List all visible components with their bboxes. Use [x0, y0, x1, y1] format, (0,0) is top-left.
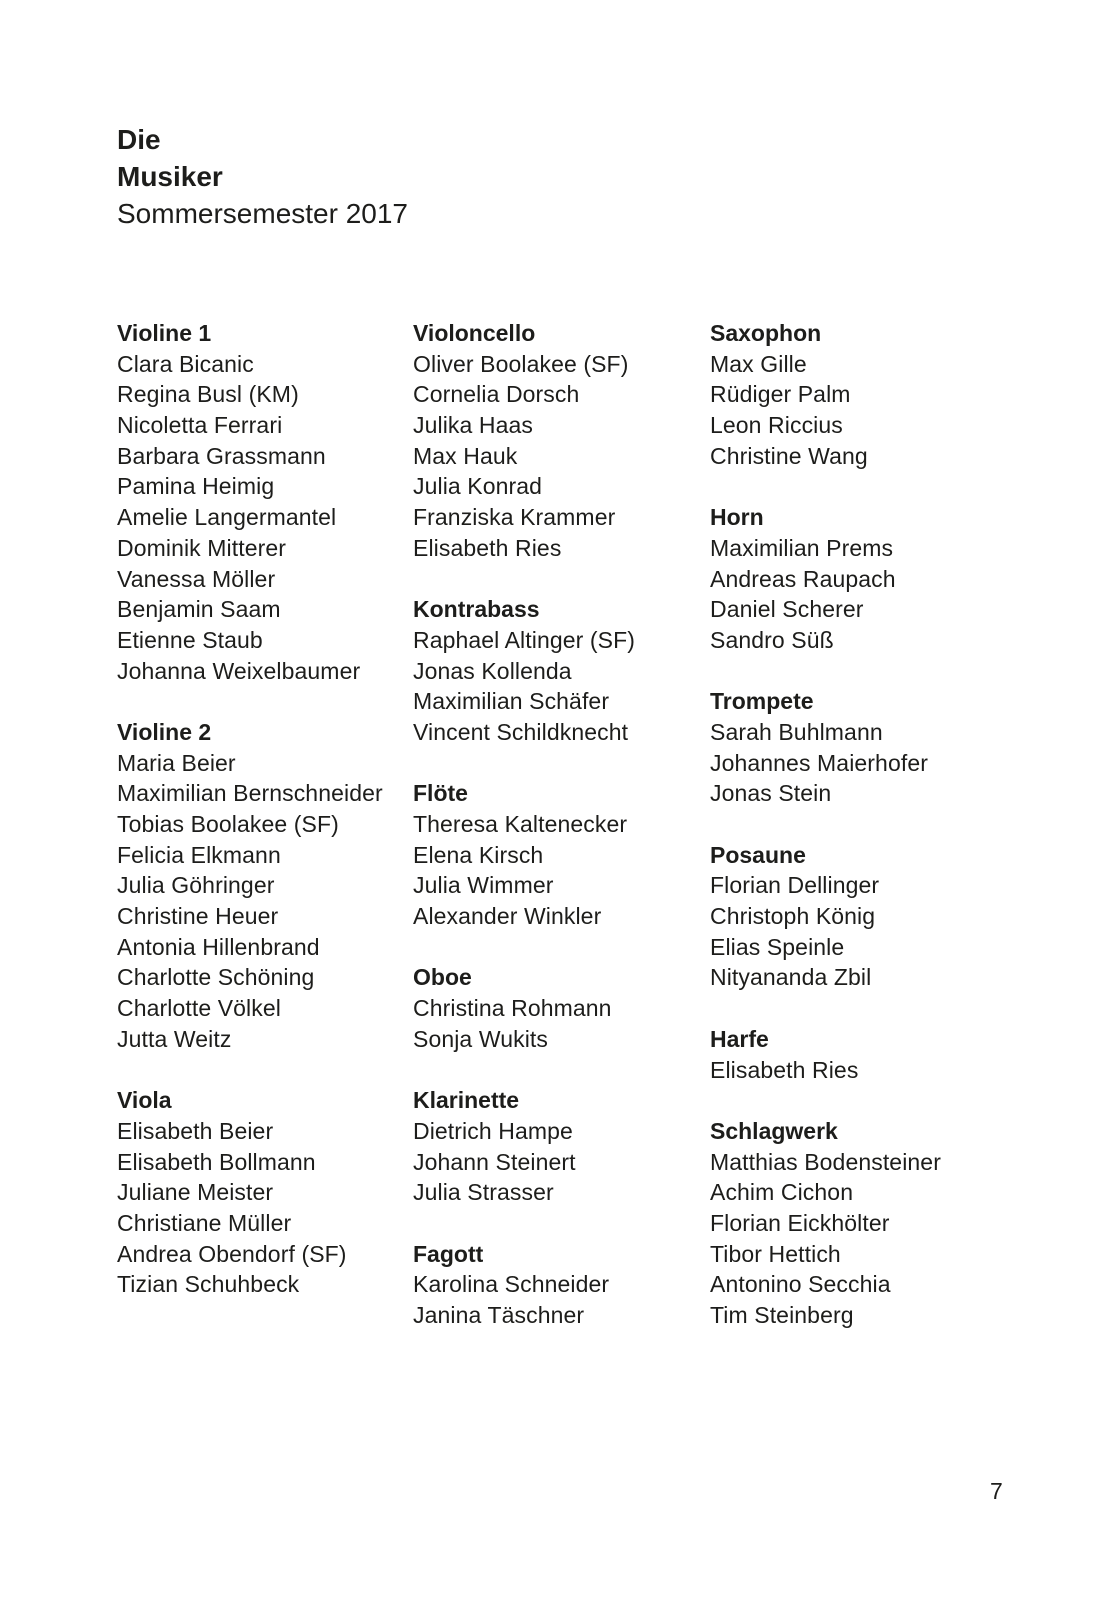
page-number: 7	[990, 1478, 1003, 1504]
section-title: Trompete	[710, 688, 814, 715]
member-name: Elisabeth Beier	[117, 1117, 274, 1144]
member-name: Johannes Maierhofer	[710, 749, 928, 776]
member-name: Christiane Müller	[117, 1209, 292, 1236]
member-name: Julia Göhringer	[117, 872, 275, 899]
section-title: Saxophon	[710, 320, 822, 346]
member-name: Janina Täschner	[413, 1302, 585, 1328]
section-title: Fagott	[413, 1240, 484, 1267]
instrument-section	[710, 1116, 1005, 1331]
section-title: Violoncello	[413, 320, 536, 346]
member-name: Dietrich Hampe	[413, 1117, 573, 1144]
member-name: Julia Strasser	[413, 1179, 554, 1206]
instrument-section	[413, 318, 708, 564]
title-line-2: Musiker	[117, 161, 223, 192]
section-title: Klarinette	[413, 1087, 520, 1114]
member-name: Tizian Schuhbeck	[117, 1271, 300, 1298]
member-name: Raphael Altinger (SF)	[413, 626, 635, 653]
member-name: Elias Speinle	[710, 933, 845, 960]
member-name: Johann Steinert	[413, 1148, 576, 1175]
member-name: Andreas Raupach	[710, 565, 896, 592]
member-name: Tobias Boolakee (SF)	[117, 811, 339, 837]
member-name: Sandro Süß	[710, 626, 834, 653]
instrument-section	[413, 1239, 708, 1331]
section-title: Schlagwerk	[710, 1117, 838, 1144]
instrument-section	[117, 318, 412, 686]
member-name: Charlotte Völkel	[117, 995, 281, 1022]
page-header	[117, 121, 408, 232]
instrument-section	[117, 1085, 412, 1300]
section-title: Viola	[117, 1087, 172, 1114]
section-title: Violine 1	[117, 320, 212, 346]
section-title: Kontrabass	[413, 596, 540, 623]
member-name: Oliver Boolakee (SF)	[413, 350, 629, 377]
section-title: Oboe	[413, 964, 472, 991]
member-name: Karolina Schneider	[413, 1271, 610, 1298]
member-name: Tim Steinberg	[710, 1302, 854, 1328]
member-name: Matthias Bodensteiner	[710, 1148, 941, 1175]
member-name: Alexander Winkler	[413, 903, 602, 930]
member-name: Rüdiger Palm	[710, 381, 851, 408]
instrument-section	[710, 1024, 1005, 1085]
instrument-section	[710, 318, 1005, 471]
member-name: Christine Wang	[710, 442, 868, 469]
column-1	[117, 318, 412, 1300]
member-name: Sonja Wukits	[413, 1025, 548, 1052]
section-title: Violine 2	[117, 718, 212, 745]
member-name: Antonia Hillenbrand	[117, 933, 320, 960]
member-name: Amelie Langermantel	[117, 504, 337, 531]
member-name: Benjamin Saam	[117, 596, 281, 623]
title-line-1: Die	[117, 124, 161, 155]
instrument-section	[413, 594, 708, 747]
instrument-section	[413, 1085, 708, 1208]
member-name: Daniel Scherer	[710, 596, 864, 623]
section-title: Harfe	[710, 1025, 769, 1052]
member-name: Charlotte Schöning	[117, 964, 315, 991]
member-name: Clara Bicanic	[117, 350, 254, 377]
member-name: Jutta Weitz	[117, 1025, 232, 1052]
member-name: Julia Wimmer	[413, 872, 554, 899]
member-name: Nicoletta Ferrari	[117, 412, 283, 439]
member-name: Maximilian Prems	[710, 534, 894, 561]
member-name: Antonino Secchia	[710, 1271, 891, 1298]
member-name: Christoph König	[710, 903, 876, 930]
member-name: Maximilian Bernschneider	[117, 780, 383, 807]
member-name: Vincent Schildknecht	[413, 718, 629, 745]
subtitle: Sommersemester 2017	[117, 198, 409, 229]
member-name: Franziska Krammer	[413, 504, 616, 531]
section-title: Posaune	[710, 841, 806, 868]
member-name: Achim Cichon	[710, 1179, 854, 1206]
member-name: Florian Dellinger	[710, 872, 880, 899]
member-name: Barbara Grassmann	[117, 442, 326, 469]
instrument-section	[117, 717, 412, 1055]
member-name: Andrea Obendorf (SF)	[117, 1240, 347, 1267]
member-name: Elisabeth Bollmann	[117, 1148, 316, 1175]
member-name: Cornelia Dorsch	[413, 381, 580, 408]
member-name: Maria Beier	[117, 749, 236, 776]
member-name: Nityananda Zbil	[710, 964, 872, 991]
member-name: Jonas Stein	[710, 780, 832, 807]
member-name: Felicia Elkmann	[117, 841, 281, 868]
member-name: Jonas Kollenda	[413, 657, 572, 684]
member-name: Vanessa Möller	[117, 565, 276, 592]
member-name: Theresa Kaltenecker	[413, 811, 628, 837]
instrument-section	[710, 840, 1005, 993]
instrument-section	[710, 502, 1005, 655]
member-name: Florian Eickhölter	[710, 1209, 890, 1236]
member-name: Leon Riccius	[710, 412, 843, 439]
member-name: Christine Heuer	[117, 903, 279, 930]
member-name: Etienne Staub	[117, 626, 263, 653]
column-2	[413, 318, 708, 1331]
section-title: Flöte	[413, 780, 468, 807]
member-name: Juliane Meister	[117, 1179, 274, 1206]
member-name: Regina Busl (KM)	[117, 381, 299, 408]
section-title: Horn	[710, 504, 764, 531]
member-name: Elena Kirsch	[413, 841, 544, 868]
member-name: Elisabeth Ries	[710, 1056, 859, 1083]
member-name: Max Gille	[710, 350, 807, 377]
member-name: Johanna Weixelbaumer	[117, 657, 361, 684]
instrument-section	[710, 686, 1005, 809]
member-name: Tibor Hettich	[710, 1240, 841, 1267]
instrument-section	[413, 778, 708, 931]
member-name: Elisabeth Ries	[413, 534, 562, 561]
column-3	[710, 318, 1005, 1331]
member-name: Dominik Mitterer	[117, 534, 287, 561]
member-name: Julika Haas	[413, 412, 533, 439]
member-name: Maximilian Schäfer	[413, 688, 610, 715]
member-name: Sarah Buhlmann	[710, 718, 883, 745]
member-name: Pamina Heimig	[117, 473, 275, 500]
instrument-section	[413, 962, 708, 1054]
member-name: Julia Konrad	[413, 473, 543, 500]
member-name: Max Hauk	[413, 442, 518, 469]
member-name: Christina Rohmann	[413, 995, 612, 1022]
